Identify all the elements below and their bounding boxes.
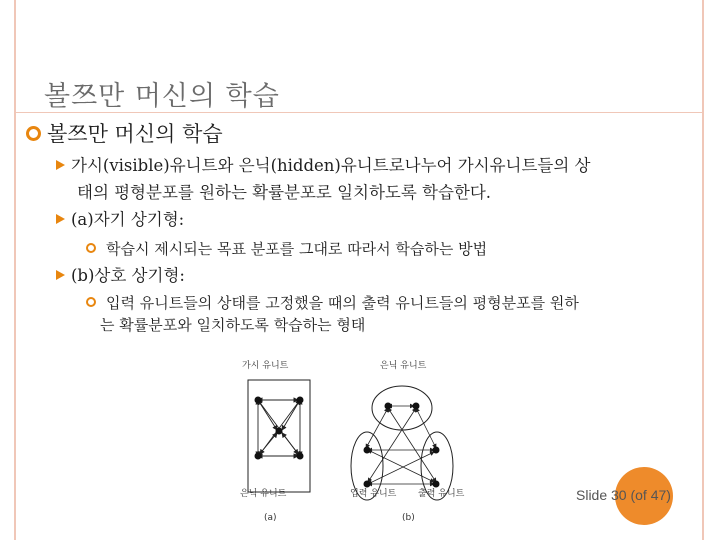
bullet-text-line1: 가시(visible)유니트와 은닉(hidden)유니트로나누어 가시유니트들의 상 (71, 156, 591, 175)
node (255, 397, 262, 404)
slide-number: Slide 30 (of 47) (576, 487, 671, 503)
node (297, 397, 304, 404)
sub-bullet-auto-method (86, 238, 487, 260)
hidden-units-ellipse (372, 386, 432, 430)
node (297, 453, 304, 460)
figure-b-caption: (b) (402, 513, 415, 523)
node (413, 403, 420, 410)
bullet-visible-hidden (56, 152, 590, 206)
node (364, 481, 371, 488)
main-bullet-text: 볼쯔만 머신의 학습 (47, 122, 223, 146)
node (433, 481, 440, 488)
figure-a-network (240, 359, 310, 523)
arrow-bullet-icon (56, 160, 65, 170)
sub-bullet-hetero-method (86, 292, 579, 336)
sub-bullet-text-line2: 는 확률분포와 일치하도록 학습하는 형태 (100, 316, 366, 334)
figure-b-right-label: 출력 유니트 (418, 489, 465, 499)
arrow-bullet-icon (56, 270, 65, 280)
small-ring-bullet-icon (86, 243, 96, 253)
bullet-text-line2: 태의 평형분포를 원하는 확률분포로 일치하도록 학습한다. (77, 183, 492, 202)
node (255, 453, 262, 460)
node (433, 447, 440, 454)
small-ring-bullet-icon (86, 297, 96, 307)
arrow-bullet-icon (56, 214, 65, 224)
boltzmann-network-figure (222, 358, 482, 528)
sub-bullet-text: 학습시 제시되는 목표 분포를 그대로 따라서 학습하는 방법 (106, 240, 488, 258)
figure-b-top-label: 은닉 유니트 (380, 361, 427, 371)
bullet-hetero-association (56, 262, 185, 289)
figure-a-bottom-label: 은닉 유니트 (240, 489, 287, 499)
slide-title: 볼쯔만 머신의 학습 (44, 81, 280, 112)
bullet-auto-association (56, 206, 184, 233)
node (276, 428, 283, 435)
figure-a-caption: (a) (264, 513, 277, 523)
bullet-text: (b)상호 상기형: (71, 266, 185, 285)
figure-b-left-label: 입력 유니트 (350, 489, 397, 499)
frame-left-line (14, 0, 16, 540)
orange-ring-bullet-icon (26, 126, 41, 141)
figure-b-network (350, 359, 465, 523)
figure-a-top-label: 가시 유니트 (242, 361, 289, 371)
sub-bullet-text-line1: 입력 유니트들의 상태를 고정했을 때의 출력 유니트들의 평형분포를 원하 (106, 294, 579, 312)
frame-right-line (702, 0, 704, 540)
bullet-text: (a)자기 상기형: (71, 210, 185, 229)
main-bullet (26, 118, 223, 148)
node (364, 447, 371, 454)
node (385, 403, 392, 410)
